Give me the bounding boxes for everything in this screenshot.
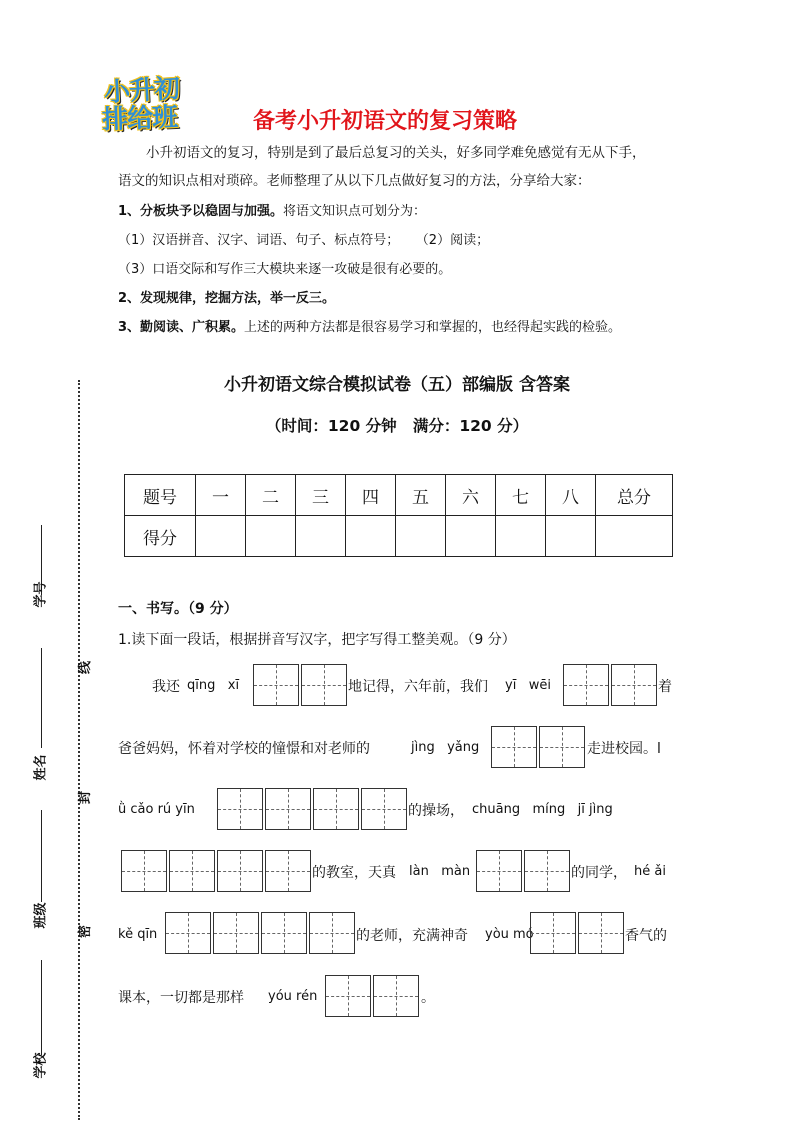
score-header-cell: 八	[546, 475, 596, 516]
logo-line2: 排给班	[101, 102, 178, 136]
pinyin-youmo: yòu mó	[485, 927, 534, 942]
score-cell[interactable]	[296, 516, 346, 557]
writing-grid[interactable]	[253, 664, 299, 706]
writing-grid[interactable]	[361, 788, 407, 830]
exam-time: （时间：120 分钟 满分：120 分）	[265, 417, 529, 435]
promo-point-3: 3、勤阅读、广积累。	[118, 320, 245, 335]
promo-paragraph-4: （1）汉语拼音、汉字、词语、句子、标点符号； （2）阅读；	[118, 233, 490, 248]
writing-grid[interactable]	[373, 975, 419, 1017]
score-header-cell: 题号	[125, 475, 196, 516]
line5-text-b: 香气的	[625, 928, 667, 944]
score-cell[interactable]	[596, 516, 673, 557]
score-table-header-row	[125, 475, 673, 516]
line5-text-a: 的老师，充满神奇	[356, 928, 468, 944]
class-label: 班级	[33, 902, 49, 929]
pinyin-keqin: kě qīn	[118, 927, 158, 942]
school-label: 学校	[33, 1052, 49, 1079]
writing-grid[interactable]	[309, 912, 355, 954]
question-1-prompt: 1.读下面一段话，根据拼音写汉字，把字写得工整美观。（9 分）	[118, 632, 516, 648]
score-table-score-row	[125, 516, 673, 557]
writing-grid[interactable]	[563, 664, 609, 706]
exam-title: 小升初语文综合模拟试卷（五）部编版 含答案	[224, 375, 570, 395]
writing-grid[interactable]	[217, 788, 263, 830]
score-header-cell: 四	[346, 475, 396, 516]
promo-point-3-text: 上述的两种方法都是很容易学习和掌握的，也经得起实践的检验。	[244, 320, 622, 335]
school-line	[41, 960, 42, 1055]
writing-grid[interactable]	[265, 850, 311, 892]
score-header-cell: 一	[196, 475, 246, 516]
line2-text-b: 走进校园。l	[587, 741, 661, 757]
promo-title: 备考小升初语文的复习策略	[253, 109, 518, 134]
promo-paragraph-2: 语文的知识点相对琐碎。老师整理了从以下几点做好复习的方法，分享给大家：	[118, 173, 591, 189]
name-label: 姓名	[33, 754, 49, 781]
writing-grid[interactable]	[611, 664, 657, 706]
promo-paragraph-5: （3）口语交际和写作三大模块来逐一攻破是很有必要的。	[118, 262, 452, 277]
writing-grid[interactable]	[169, 850, 215, 892]
score-cell[interactable]	[346, 516, 396, 557]
writing-grid[interactable]	[524, 850, 570, 892]
score-cell[interactable]	[396, 516, 446, 557]
pinyin-qingxi: qīng xī	[187, 678, 240, 693]
score-cell[interactable]	[196, 516, 246, 557]
line1-text-b: 地记得，六年前，我们	[348, 679, 488, 695]
writing-grid[interactable]	[265, 788, 311, 830]
promo-point-1: 1、分板块予以稳固与加强。	[118, 204, 284, 219]
line3-text-a: 的操场，	[408, 803, 464, 819]
binding-mark-xian: 线	[78, 660, 94, 675]
binding-mark-feng: 封	[78, 790, 94, 805]
writing-grid[interactable]	[530, 912, 576, 954]
logo	[100, 70, 212, 136]
promo-paragraph-3	[118, 202, 426, 222]
line1-text-a: 我还	[152, 679, 180, 695]
line6-text-a: 课本，一切都是那样	[118, 990, 244, 1006]
name-line	[41, 648, 42, 748]
writing-grid[interactable]	[491, 726, 537, 768]
line1-text-c: 着	[658, 679, 672, 695]
score-header-cell: 总分	[596, 475, 673, 516]
writing-grid[interactable]	[165, 912, 211, 954]
score-header-cell: 五	[396, 475, 446, 516]
writing-grid[interactable]	[313, 788, 359, 830]
logo-line1: 小升初	[103, 74, 180, 108]
score-header-cell: 七	[496, 475, 546, 516]
section-heading: 一、书写。（9 分）	[118, 601, 238, 617]
writing-grid[interactable]	[578, 912, 624, 954]
pinyin-yiwei: yī wēi	[505, 678, 551, 693]
score-table	[124, 474, 673, 557]
writing-grid[interactable]	[213, 912, 259, 954]
writing-grid[interactable]	[301, 664, 347, 706]
promo-point-1-text: 将语文知识点可划分为：	[283, 204, 427, 219]
promo-paragraph-7	[118, 318, 621, 338]
pinyin-youren: yóu rén	[268, 989, 318, 1004]
score-header-cell: 二	[246, 475, 296, 516]
promo-point-2: 2、发现规律，挖掘方法，举一反三。	[118, 291, 336, 306]
score-cell[interactable]	[546, 516, 596, 557]
writing-grid[interactable]	[325, 975, 371, 1017]
binding-mark-mi: 密	[78, 924, 94, 939]
score-header-cell: 三	[296, 475, 346, 516]
class-line	[41, 810, 42, 902]
pinyin-heai: hé ǎi	[634, 864, 666, 879]
pinyin-lvcaoruyin: ǜ cǎo rú yīn	[118, 802, 195, 817]
writing-grid[interactable]	[539, 726, 585, 768]
line4-text-b: 的同学，	[571, 865, 627, 881]
score-cell[interactable]	[496, 516, 546, 557]
line6-text-b: 。	[421, 990, 435, 1006]
line4-text-a: 的教室，天真	[312, 865, 396, 881]
writing-grid[interactable]	[217, 850, 263, 892]
pinyin-jingyang: jìng yǎng	[411, 740, 480, 755]
binding-dotted-line	[78, 380, 80, 1120]
student-id-label: 学号	[33, 581, 49, 608]
writing-grid[interactable]	[476, 850, 522, 892]
score-cell[interactable]	[246, 516, 296, 557]
score-cell[interactable]	[446, 516, 496, 557]
writing-grid[interactable]	[261, 912, 307, 954]
score-row-label: 得分	[125, 516, 196, 557]
promo-paragraph-1: 小升初语文的复习，特别是到了最后总复习的关头，好多同学难免感觉有无从下手，	[146, 145, 646, 161]
pinyin-lanman: làn màn	[409, 864, 471, 879]
line2-text-a: 爸爸妈妈，怀着对学校的憧憬和对老师的	[118, 741, 370, 757]
writing-grid[interactable]	[121, 850, 167, 892]
score-header-cell: 六	[446, 475, 496, 516]
pinyin-chuangmingjijing: chuāng míng jī jìng	[472, 802, 613, 817]
